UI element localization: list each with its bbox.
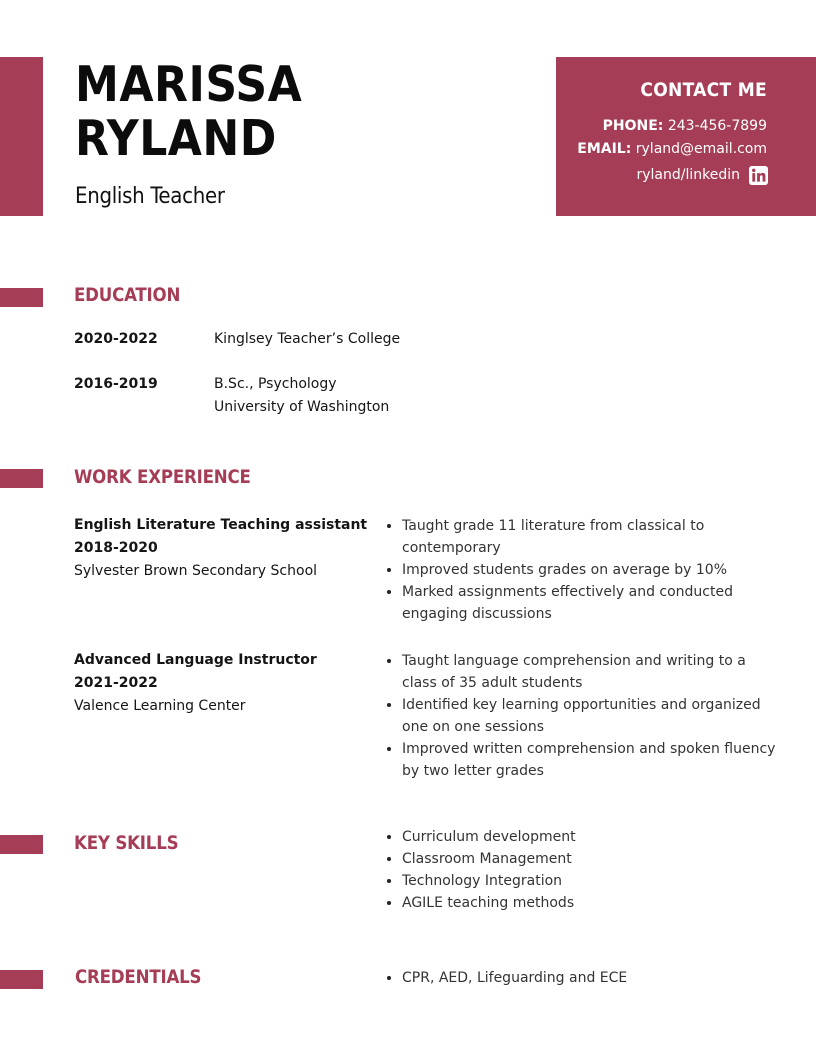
education-degree-2: B.Sc., Psychology <box>214 376 337 392</box>
list-item: • Improved students grades on average by 10% <box>402 559 782 581</box>
email-label: EMAIL: <box>577 141 632 157</box>
credentials-heading: CREDENTIALS <box>75 967 202 988</box>
job-2-years: 2021-2022 <box>74 675 158 691</box>
education-accent-bar <box>0 288 43 307</box>
linkedin-icon[interactable] <box>749 166 768 185</box>
education-school-2: University of Washington <box>214 399 390 415</box>
job-2-place: Valence Learning Center <box>74 698 246 714</box>
list-item: • Taught language comprehension and writing to a class of 35 adult students <box>402 650 782 694</box>
list-item: • Classroom Management <box>402 848 782 870</box>
phone-value[interactable]: 243-456-7899 <box>667 118 767 134</box>
phone-label: PHONE: <box>602 118 664 134</box>
skills-heading: KEY SKILLS <box>74 833 179 854</box>
education-heading: EDUCATION <box>74 285 181 306</box>
job-title: English Teacher <box>75 184 225 209</box>
list-item: • Taught grade 11 literature from classical to contemporary <box>402 515 782 559</box>
job-1-bullets <box>384 515 782 625</box>
person-name <box>75 58 302 166</box>
credentials-accent-bar <box>0 970 43 989</box>
education-years-2: 2016-2019 <box>74 376 158 392</box>
list-item: • Improved written comprehension and spoken fluency by two letter grades <box>402 738 782 782</box>
email-value[interactable]: ryland@email.com <box>635 141 767 157</box>
skills-list <box>384 826 782 914</box>
credentials-list <box>384 967 782 989</box>
contact-title: CONTACT ME <box>640 79 767 101</box>
job-1-position: English Literature Teaching assistant <box>74 517 368 533</box>
education-years-1: 2020-2022 <box>74 331 158 347</box>
work-accent-bar <box>0 469 43 488</box>
skills-accent-bar <box>0 835 43 854</box>
list-item: • Marked assignments effectively and conducted engaging discussions <box>402 581 782 625</box>
list-item: • AGILE teaching methods <box>402 892 782 914</box>
work-heading: WORK EXPERIENCE <box>74 467 251 488</box>
contact-linkedin[interactable] <box>556 164 768 187</box>
contact-email <box>556 138 767 161</box>
header-accent-bar <box>0 57 43 216</box>
job-2-position: Advanced Language Instructor <box>74 652 317 668</box>
contact-phone <box>556 115 767 138</box>
education-school-1: Kinglsey Teacher’s College <box>214 331 401 347</box>
last-name: RYLAND <box>75 110 277 167</box>
first-name: MARISSA <box>75 56 303 113</box>
list-item: • Identified key learning opportunities and organized one on one sessions <box>402 694 782 738</box>
list-item: • CPR, AED, Lifeguarding and ECE <box>402 967 782 989</box>
linkedin-handle[interactable]: ryland/linkedin <box>636 167 740 183</box>
job-2-bullets <box>384 650 782 782</box>
list-item: • Technology Integration <box>402 870 782 892</box>
list-item: • Curriculum development <box>402 826 782 848</box>
job-1-place: Sylvester Brown Secondary School <box>74 563 318 579</box>
contact-panel <box>556 57 816 216</box>
job-1-years: 2018-2020 <box>74 540 158 556</box>
